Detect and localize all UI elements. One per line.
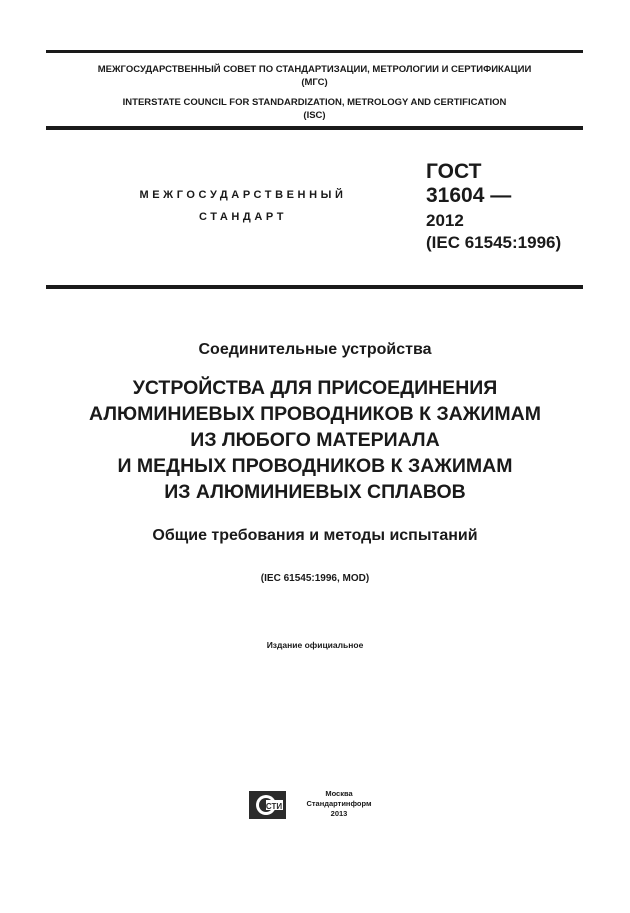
publisher-block — [290, 789, 388, 819]
gost-year: 2012 — [426, 211, 464, 230]
main-title-line: ИЗ АЛЮМИНИЕВЫХ СПЛАВОВ — [164, 481, 466, 503]
top-rule — [46, 50, 583, 53]
designation-bottom-rule — [46, 285, 583, 289]
main-title-line: АЛЮМИНИЕВЫХ ПРОВОДНИКОВ К ЗАЖИМАМ — [89, 403, 541, 425]
main-title-line: УСТРОЙСТВА ДЛЯ ПРИСОЕДИНЕНИЯ — [132, 377, 498, 399]
publisher-name: Стандартинформ — [306, 799, 372, 808]
iec-designation: (IEC 61545:1996) — [426, 233, 562, 252]
council-ru-line1: МЕЖГОСУДАРСТВЕННЫЙ СОВЕТ ПО СТАНДАРТИЗАЦИИ, МЕТРОЛОГИИ И СЕРТИФИКАЦИИ — [97, 64, 532, 75]
publisher-city: Москва — [325, 789, 353, 798]
standard-type-line1: МЕЖГОСУДАРСТВЕННЫЙ — [139, 189, 347, 201]
iec-reference: (IEC 61545:1996, MOD) — [260, 573, 370, 584]
edition-label: Издание официальное — [266, 640, 364, 650]
gost-number: 31604 — — [426, 184, 512, 207]
council-name-ru — [46, 63, 583, 89]
gost-label: ГОСТ — [426, 160, 482, 183]
council-name-en — [46, 96, 583, 122]
council-en-abbr: (ISC) — [303, 110, 326, 121]
standartinform-logo-icon — [249, 791, 286, 819]
standard-type-label — [108, 184, 378, 228]
svg-text:СТИ: СТИ — [265, 802, 283, 811]
council-en-line1: INTERSTATE COUNCIL FOR STANDARDIZATION, METROLOGY AND CERTIFICATION — [122, 97, 507, 108]
main-title-line: И МЕДНЫХ ПРОВОДНИКОВ К ЗАЖИМАМ — [117, 455, 513, 477]
standard-type-line2: СТАНДАРТ — [198, 211, 288, 223]
header-bottom-rule — [46, 126, 583, 130]
publisher-year: 2013 — [330, 809, 348, 818]
main-title-line: ИЗ ЛЮБОГО МАТЕРИАЛА — [190, 429, 440, 451]
group-title: Соединительные устройства — [198, 341, 432, 358]
council-ru-abbr: (МГС) — [301, 77, 328, 88]
subtitle: Общие требования и методы испытаний — [152, 527, 478, 544]
main-title — [0, 375, 630, 505]
